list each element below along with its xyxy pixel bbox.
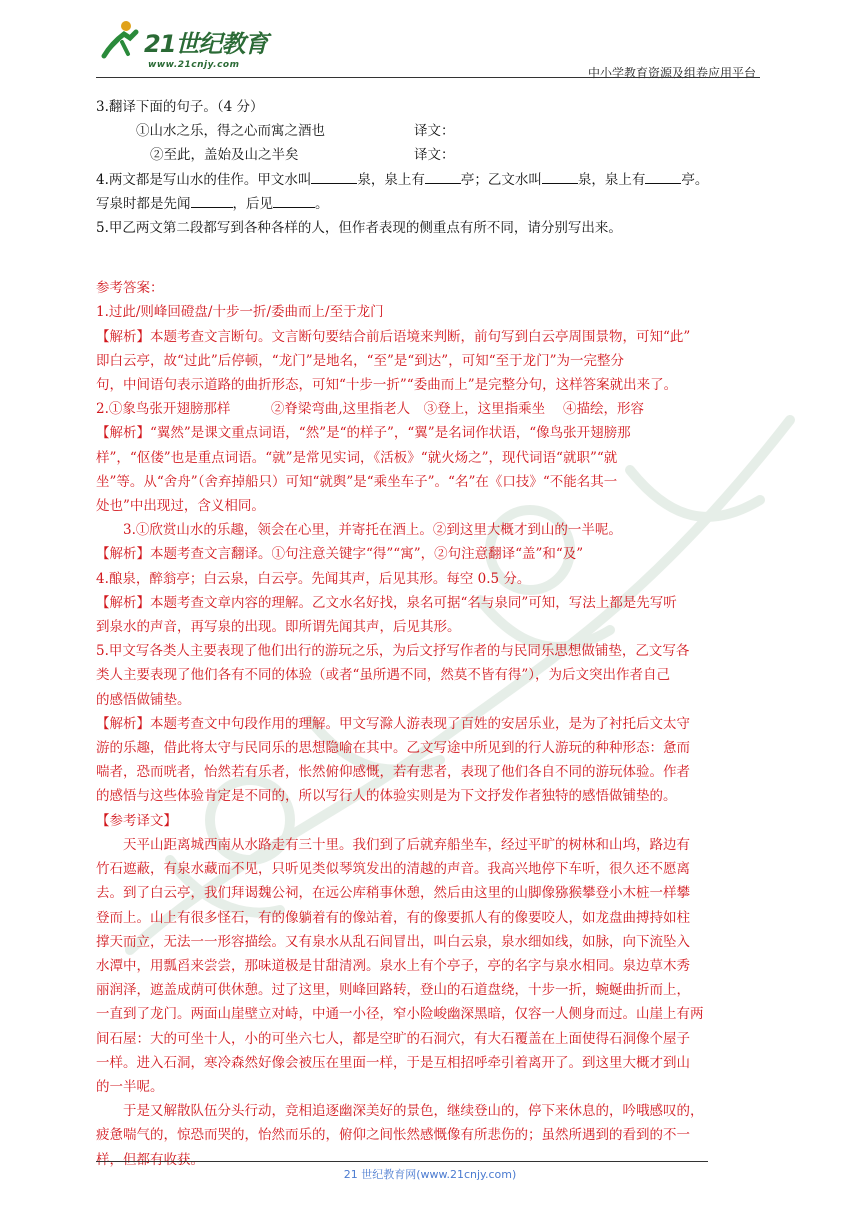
answer-line: 水潭中，用瓢舀来尝尝，那味道极是甘甜清冽。泉水上有个亭子，亭的名字与泉水相同。泉边草木秀 (96, 957, 690, 974)
q3-sentence-1: ①山水之乐，得之心而寓之酒也 (136, 123, 325, 140)
answer-line: 【解析】本题考查文言翻译。①句注意关键字“得”“寓”，②句注意翻译“盖”和“及” (96, 546, 584, 563)
answer-line: 间石屋：大的可坐十人，小的可坐六七人，都是空旷的石洞穴，有大石覆盖在上面使得石洞像个屋子 (96, 1030, 690, 1047)
q4-text-h: 。 (315, 195, 329, 212)
answer-line: 的感悟与这些体验肯定是不同的，所以写行人的体验实则是为下文抒发作者独特的感悟做铺垫的。 (96, 788, 677, 805)
q4-blank-3[interactable] (542, 169, 578, 184)
answer-line: 去。到了白云亭，我们拜谒魏公祠，在远公库稍事休憩，然后由这里的山脚像猕猴攀登小木桩一样攀 (96, 885, 690, 902)
q4-text-f: 写泉时都是先闻 (96, 195, 191, 212)
answer-line: 2.①象鸟张开翅膀那样 ②脊梁弯曲,这里指老人 ③登上，这里指乘坐 ④描绘，形容 (96, 401, 644, 418)
q4-blank-1[interactable] (311, 169, 357, 184)
logo-text: 21世纪教育 (144, 30, 268, 58)
q4-text-b: 泉，泉上有 (357, 171, 425, 188)
answer-line: 【参考译文】 (96, 812, 177, 829)
answer-line: 样”，“伛偻”也是重点词语。“就”是常见实词，《活板》“就火炀之”，现代词语“就职”“就 (96, 449, 618, 466)
q4-blank-6[interactable] (273, 193, 315, 208)
answer-line: 一样。进入石洞，寒冷森然好像会被压在里面一样，于是互相招呼牵引着离开了。到这里大概才到山 (96, 1054, 690, 1071)
site-logo[interactable] (96, 14, 296, 78)
answer-line: 处也”中出现过，含义相同。 (96, 498, 265, 515)
question-3-item-2 (96, 143, 762, 167)
answer-line: 丽润泽，遮盖成荫可供休憩。过了这里，则峰回路转，登山的石道盘绕，十步一折，蜿蜒曲折而上， (96, 982, 690, 999)
answer-line: 【解析】本题考查文章内容的理解。乙文水名好找，泉名可据“名与泉同”可知，写法上都是先写听 (96, 594, 677, 611)
answer-line: 即白云亭，故“过此”后停顿，“龙门”是地名，“至”是“到达”，可知“至于龙门”为一完整分 (96, 352, 625, 369)
answer-line: 于是又解散队伍分头行动，竞相追逐幽深美好的景色，继续登山的，停下来休息的，吟哦感叹的， (123, 1103, 704, 1120)
answer-line: 坐”等。从“舍舟”（舍弃掉船只）可知“就舆”是“乘坐车子”。“名”在《口技》“不能名其一 (96, 473, 618, 490)
answer-line: 一直到了龙门。两面山崖壁立对峙，中通一小径，窄小险峻幽深黑暗，仅容一人侧身而过。山崖上有两 (96, 1006, 704, 1023)
q3-translation-label-2: 译文： (414, 147, 455, 164)
answer-line: 撑天而立，无法一一形容描绘。又有泉水从乱石间冒出，叫白云泉，泉水细如线，如脉，向下流坠入 (96, 933, 690, 950)
answers-heading: 参考答案： (96, 280, 164, 297)
header-divider (96, 77, 760, 78)
answer-line: 【解析】本题考查文中句段作用的理解。甲文写滁人游表现了百姓的安居乐业，是为了衬托后文太守 (96, 715, 690, 732)
question-4-line-2 (96, 192, 762, 216)
q4-blank-5[interactable] (191, 193, 233, 208)
answer-line: 疲惫喘气的，惊恐而哭的，怡然而乐的，俯仰之间怅然感慨像有所悲伤的；虽然所遇到的看到的不一 (96, 1127, 690, 1144)
question-5: 5.甲乙两文第二段都写到各种各样的人，但作者表现的侧重点有所不同，请分别写出来。 (96, 220, 622, 237)
footer-divider (96, 1161, 708, 1162)
q4-text-c: 亭；乙文水叫 (460, 171, 542, 188)
platform-name: 中小学教育资源及组卷应用平台 (587, 66, 756, 80)
answer-line: 【解析】本题考查文言断句。文言断句要结合前后语境来判断，前句写到白云亭周围景物，可知“此” (96, 328, 691, 345)
answer-line: 登而上。山上有很多怪石，有的像躺着有的像站着，有的像要抓人有的像要咬人，如龙盘曲搏持如柱 (96, 909, 690, 926)
page-header (96, 14, 760, 84)
answer-line: 1.过此/则峰回磴盘/十步一折/委曲而上/至于龙门 (96, 304, 384, 321)
q3-sentence-2: ②至此，盖始及山之半矣 (150, 147, 299, 164)
question-4-line-1 (96, 168, 762, 192)
q4-blank-2[interactable] (425, 169, 461, 184)
answer-line: 的一半呢。 (96, 1078, 164, 1095)
page-footer[interactable]: 21 世纪教育网(www.21cnjy.com) (343, 1168, 517, 1181)
answer-line: 3.①欣赏山水的乐趣，领会在心里，并寄托在酒上。②到这里大概才到山的一半呢。 (123, 522, 622, 539)
answer-line: 竹石遮蔽，有泉水藏而不见，只听见类似琴筑发出的清越的声音。我高兴地停下车听，很久还不愿离 (96, 861, 690, 878)
answer-line: 天平山距离城西南从水路走有三十里。我们到了后就弃船坐车，经过平旷的树林和山坞，路边有 (123, 836, 690, 853)
answer-line: 类人主要表现了他们各有不同的体验（或者“虽所遇不同，然莫不皆有得”），为后文突出作者自己 (96, 667, 671, 684)
document-body (96, 95, 762, 1172)
answer-line: 样，但都有收获。 (96, 1151, 204, 1168)
q3-translation-label-1: 译文： (414, 123, 455, 140)
question-3-title: 3.翻译下面的句子。（4 分） (96, 99, 264, 115)
answer-line: 到泉水的声音，再写泉的出现。即所谓先闻其声，后见其形。 (96, 619, 461, 636)
answer-line: 5.甲文写各类人主要表现了他们出行的游玩之乐，为后文抒写作者的与民同乐思想做铺垫，乙文写各 (96, 643, 690, 660)
answer-section (96, 300, 762, 1171)
answer-line: 句，中间语句表示道路的曲折形态，可知“十步一折”“委曲而上”是完整分句，这样答案就出来了。 (96, 377, 678, 394)
q4-text-e: 亭。 (681, 171, 709, 188)
answer-line: 【解析】“翼然”是课文重点词语，“然”是“的样子”，“翼”是名词作状语，“像鸟张开翅膀那 (96, 425, 631, 442)
runner-logo-icon (96, 20, 142, 60)
answer-line: 4.酿泉，醉翁亭；白云泉，白云亭。先闻其声，后见其形。每空 0.5 分。 (96, 570, 531, 587)
q4-blank-4[interactable] (645, 169, 681, 184)
answer-line: 喘者，恐而咣者，怡然若有乐者，怅然俯仰感慨，若有悲者，表现了他们各自不同的游玩体验。作者 (96, 764, 690, 781)
logo-url: www.21cnjy.com (148, 60, 240, 70)
answer-line: 的感悟做铺垫。 (96, 691, 191, 708)
answer-line: 游的乐趣，借此将太守与民同乐的思想隐喻在其中。乙文写途中所见到的行人游玩的种种形态：惫而 (96, 740, 690, 757)
q4-text-d: 泉，泉上有 (577, 171, 646, 188)
q4-text-a: 4.两文都是写山水的佳作。甲文水叫 (96, 171, 312, 188)
q4-text-g: ，后见 (232, 195, 273, 212)
question-3-item-1 (96, 119, 762, 143)
